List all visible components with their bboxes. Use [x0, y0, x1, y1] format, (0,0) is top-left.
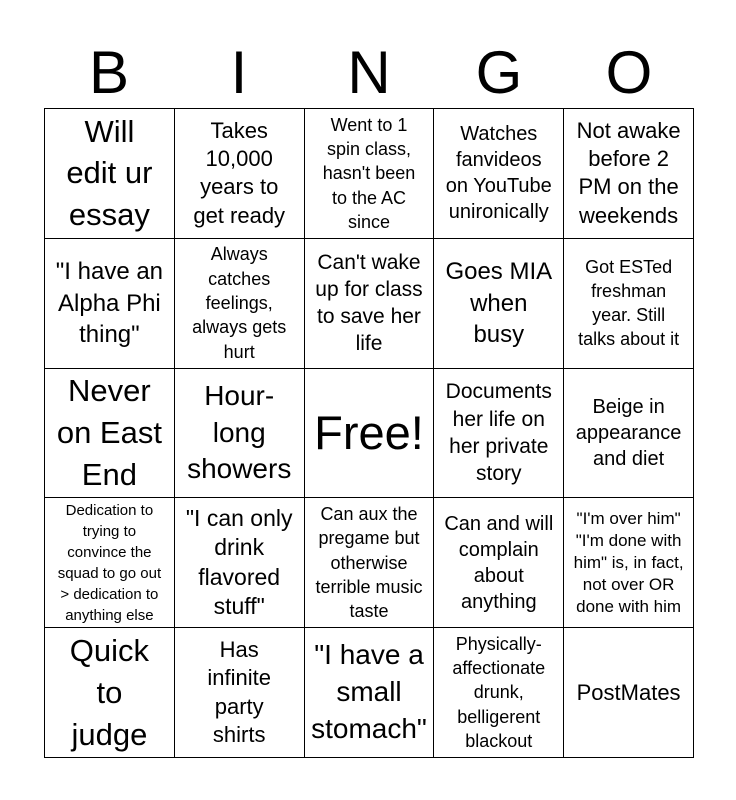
bingo-cell[interactable]: [434, 628, 564, 758]
bingo-cell[interactable]: [434, 369, 564, 499]
bingo-cell[interactable]: [305, 628, 435, 758]
bingo-cell[interactable]: [45, 369, 175, 499]
cell-text: Documents her life on her private story: [445, 380, 552, 486]
cell-text: "I have an Alpha Phi thing": [55, 258, 164, 348]
title-letter-i: I: [230, 39, 248, 106]
cell-text: Can aux the pregame but otherwise terrible music taste: [315, 504, 423, 622]
bingo-cell[interactable]: [175, 369, 305, 499]
free-cell-text: Free!: [314, 405, 424, 459]
bingo-cell[interactable]: [45, 498, 175, 628]
bingo-cell[interactable]: [305, 498, 435, 628]
cell-text: Always catches feelings, always gets hurt: [192, 244, 287, 362]
cell-text: Never on East End: [56, 373, 162, 492]
title-letter-b: B: [88, 39, 130, 106]
bingo-cell[interactable]: [175, 239, 305, 369]
cell-text: Hour- long showers: [187, 379, 292, 485]
title-letter-n: N: [347, 39, 391, 106]
cell-text: Can and will complain about anything: [444, 512, 554, 613]
bingo-cell[interactable]: [175, 498, 305, 628]
bingo-cell[interactable]: [434, 239, 564, 369]
cell-text: PostMates: [576, 679, 681, 705]
bingo-cell[interactable]: [564, 369, 694, 499]
title-letter-g: G: [475, 39, 523, 106]
bingo-cell[interactable]: [45, 628, 175, 758]
bingo-cell[interactable]: [305, 239, 435, 369]
bingo-cell[interactable]: [45, 109, 175, 239]
cell-text: Dedication to trying to convince the squad to go out > dedication to anything else: [57, 501, 162, 624]
cell-text: Quick to judge: [69, 632, 150, 752]
bingo-title: [44, 40, 694, 106]
free-cell[interactable]: [305, 369, 435, 499]
bingo-cell[interactable]: [175, 109, 305, 239]
cell-text: Will edit ur essay: [66, 113, 153, 233]
cell-text: Physically- affectionate drunk, belligerent blackout: [452, 633, 546, 752]
cell-text: Got ESTed freshman year. Still talks about it: [578, 256, 680, 350]
cell-text: Has infinite party shirts: [207, 637, 271, 747]
bingo-cell[interactable]: [175, 628, 305, 758]
bingo-cell[interactable]: [564, 628, 694, 758]
cell-text: Takes 10,000 years to get ready: [193, 118, 286, 228]
bingo-cell[interactable]: [45, 239, 175, 369]
bingo-cell[interactable]: [434, 498, 564, 628]
cell-text: Beige in appearance and diet: [575, 395, 682, 470]
bingo-cell[interactable]: [564, 109, 694, 239]
bingo-cell[interactable]: [305, 109, 435, 239]
cell-text: "I'm over him" "I'm done with him" is, in fact, not over OR done with him: [573, 508, 684, 616]
cell-text: Goes MIA when busy: [445, 258, 553, 348]
cell-text: Went to 1 spin class, hasn't been to the AC since: [322, 114, 416, 232]
cell-text: "I have a small stomach": [311, 639, 427, 745]
bingo-cell[interactable]: [564, 239, 694, 369]
bingo-cell[interactable]: [434, 109, 564, 239]
title-letter-o: O: [605, 39, 653, 106]
bingo-cell[interactable]: [564, 498, 694, 628]
bingo-board: [44, 108, 694, 758]
cell-text: Can't wake up for class to save her life: [315, 250, 423, 356]
cell-text: Watches fanvideos on YouTube unironically: [445, 123, 552, 224]
cell-text: Not awake before 2 PM on the weekends: [576, 118, 681, 228]
cell-text: "I can only drink flavored stuff": [185, 504, 293, 620]
